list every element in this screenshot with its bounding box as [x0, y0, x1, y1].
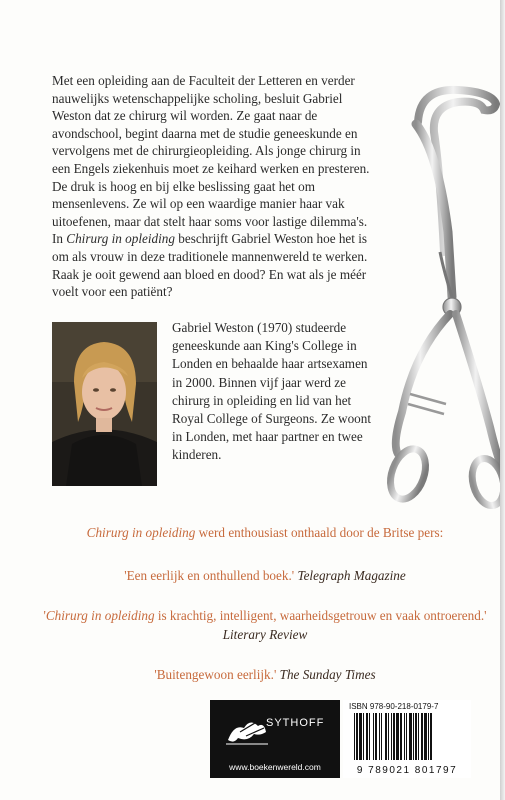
- press-quote-1: [30, 567, 500, 586]
- barcode-bar: [406, 713, 407, 760]
- barcode-bar: [388, 713, 389, 760]
- barcode-bar: [366, 713, 368, 760]
- barcode-bar: [400, 713, 402, 760]
- ean-digits: 9 789021 801797: [356, 765, 458, 776]
- press-heading: [30, 524, 500, 543]
- quote-2-source: Literary Review: [222, 626, 308, 642]
- barcode-bar: [369, 713, 370, 760]
- barcode-bar: [430, 713, 432, 760]
- author-portrait-image: [52, 322, 157, 486]
- barcode-bar: [381, 713, 382, 760]
- barcode-bar: [393, 713, 395, 760]
- author-bio: [172, 319, 372, 465]
- barcode-bar: [391, 713, 392, 760]
- barcode-bar: [418, 713, 419, 760]
- barcode-bar: [354, 713, 355, 760]
- barcode-bar: [363, 713, 364, 760]
- barcode-bar: [424, 713, 427, 760]
- barcode-bar: [396, 713, 399, 760]
- barcode-bar: [373, 713, 374, 760]
- press-heading-rest: werd enthousiast onthaald door de Britse pers:: [195, 525, 444, 540]
- author-bio-text: Gabriel Weston (1970) studeerde geneeskunde aan King's College in Londen en behaalde haar artsexamen in 2000. Binnen vijf jaar werd ze chirurg in opleiding en lid van het Royal College of Surgeons. Ze woont in Londen, met haar partner en twee kinderen.: [172, 320, 372, 463]
- blurb-paragraph-4: Raak je ooit gewend aan bloed en dood? En wat als je méér voelt voor een patiënt?: [52, 266, 367, 300]
- barcode-bar: [375, 713, 377, 760]
- blurb-p3-prefix: In: [52, 231, 67, 247]
- surgical-clamp-image: [380, 82, 505, 512]
- publisher-block: [210, 700, 340, 778]
- quote-3-source: The Sunday Times: [279, 667, 376, 682]
- press-book-title: Chirurg in opleiding: [86, 525, 196, 540]
- barcode-bar: [359, 713, 362, 760]
- quote-2-title: Chirurg in opleiding: [45, 608, 155, 623]
- publisher-url: www.boekenwereld.com: [229, 762, 321, 772]
- quote-2-text: is krachtig, intelligent, waarheidsgetrouw en vaak ontroerend.': [154, 608, 487, 623]
- blurb-text: [52, 72, 382, 301]
- publisher-logo-icon: [220, 710, 330, 750]
- blurb-paragraph-2: De druk is hoog en bij elke beslissing gaat het om mensenlevens. Ze wil op een waardige manier haar vak uitoefenen, maar dat stelt haar soms voor lastige dilemma's.: [52, 178, 368, 229]
- publisher-name: SYTHOFF: [266, 717, 325, 729]
- isbn-label: ISBN 978-90-218-0179-7: [349, 702, 439, 711]
- blurb-paragraph-3: [52, 230, 382, 265]
- barcode-block: [343, 700, 471, 778]
- barcode-bar: [415, 713, 417, 760]
- quote-2-open: ': [43, 608, 46, 623]
- press-reviews: [30, 524, 500, 707]
- page-edge: [500, 0, 505, 800]
- barcode-bar: [421, 713, 423, 760]
- blurb-p3-rest: beschrijft Gabriel Weston hoe het is om als vrouw in deze traditionele mannenwereld te werken.: [52, 231, 368, 264]
- barcode-bar: [409, 713, 412, 760]
- quote-1-text: 'Een eerlijk en onthullend boek.': [124, 567, 295, 583]
- barcode-bar: [385, 713, 387, 760]
- barcode-image: [353, 713, 463, 760]
- quote-1-source: Telegraph Magazine: [297, 567, 406, 583]
- quote-3-text: 'Buitengewoon eerlijk.': [154, 667, 277, 682]
- book-title-inline: Chirurg in opleiding: [66, 231, 175, 247]
- press-quote-3: [30, 666, 500, 685]
- press-quote-2: [30, 607, 500, 644]
- barcode-bar: [404, 713, 405, 760]
- barcode-bar: [356, 713, 358, 760]
- barcode-bar: [428, 713, 429, 760]
- barcode-bar: [379, 713, 380, 760]
- blurb-paragraph-1: Met een opleiding aan de Faculteit der Letteren en verder nauwelijks wetenschappelijke scholing, besluit Gabriel Weston dat ze chirurg wil worden. Ze gaat naar de avondschool, begint daarna met de studie geneeskunde en vervolgens met de chirurgieopleiding. Als jonge chirurg in een Engels ziekenhuis moet ze keihard werken en presteren.: [52, 73, 370, 176]
- barcode-bar: [413, 713, 414, 760]
- author-photo: [52, 322, 157, 486]
